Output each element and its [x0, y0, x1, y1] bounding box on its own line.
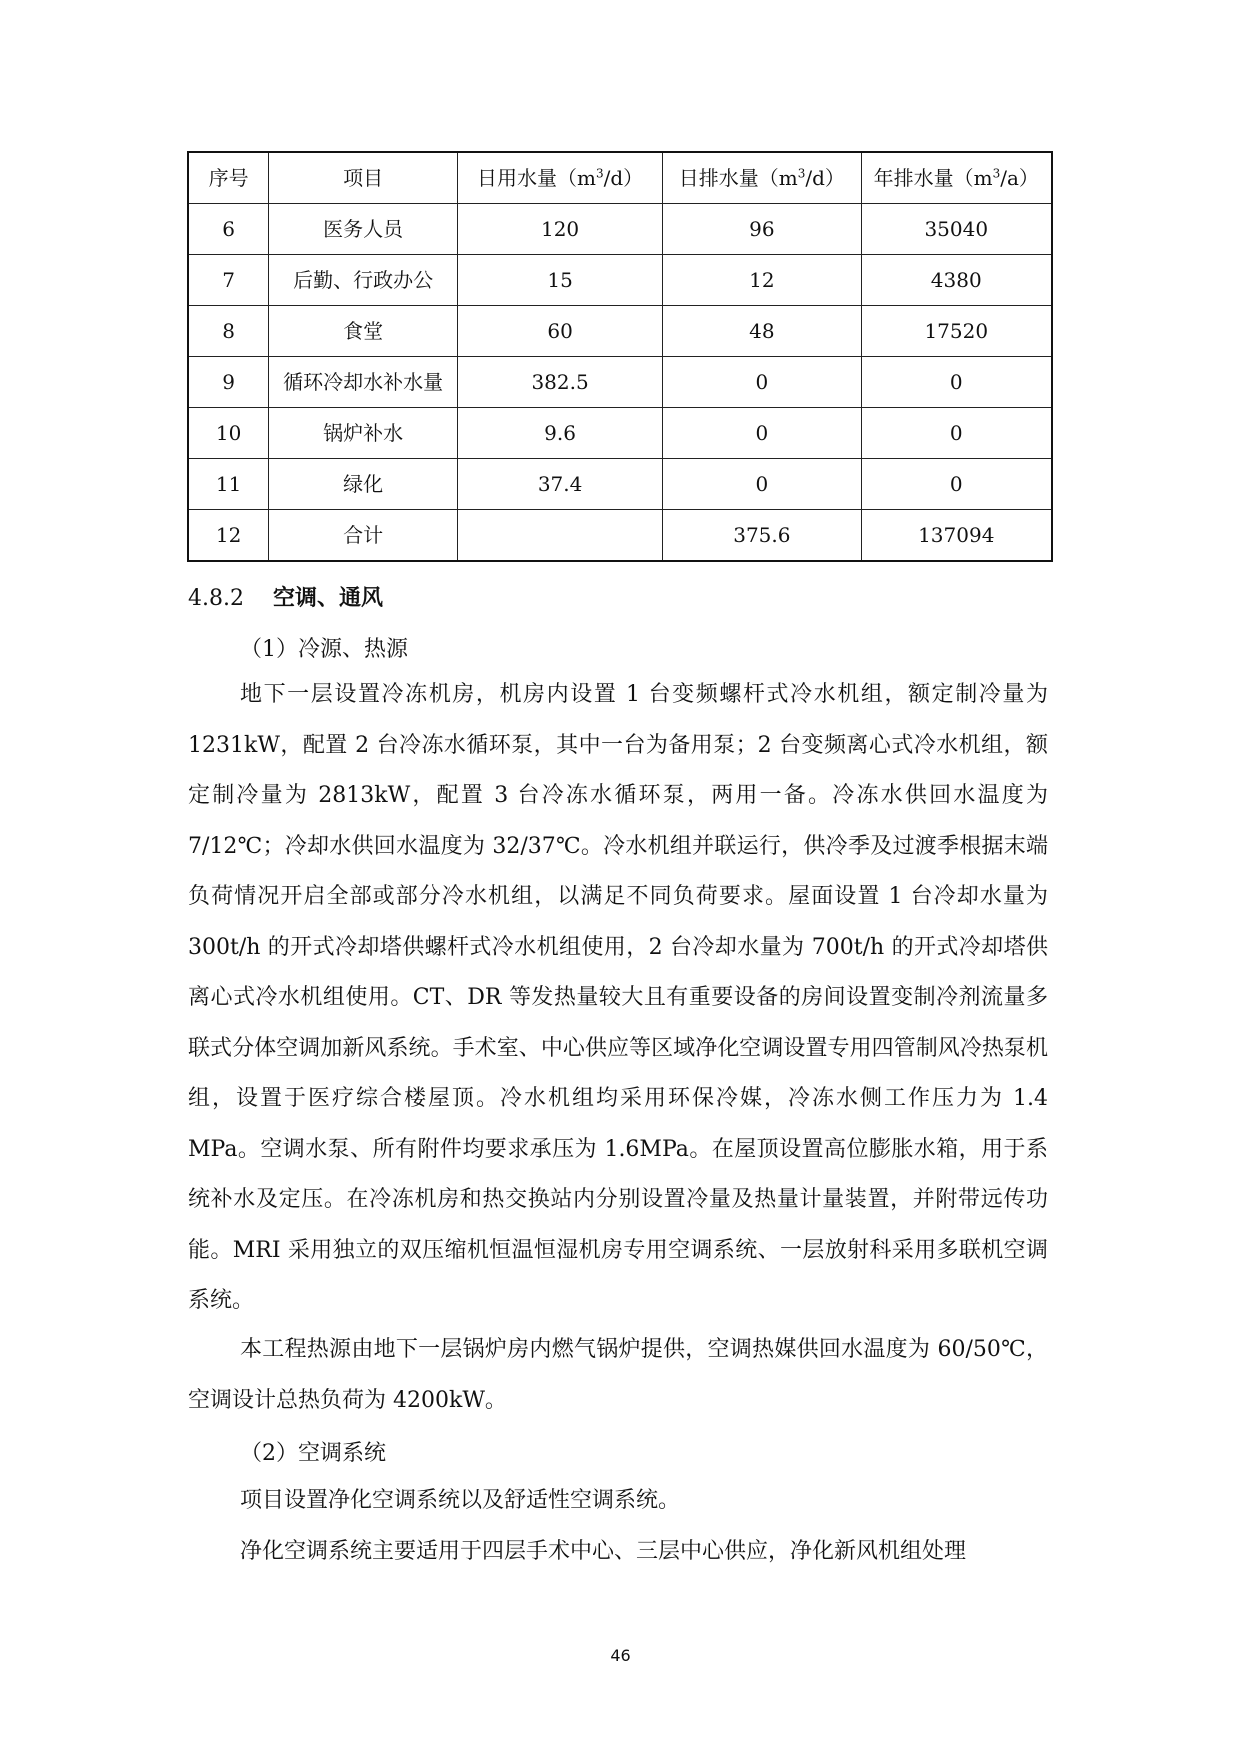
cell-daily-use: 382.5	[457, 357, 662, 408]
table-row	[188, 408, 1052, 459]
table-row	[188, 204, 1052, 255]
table-total-row	[188, 510, 1052, 562]
cell-item: 合计	[269, 510, 458, 562]
cell-seq: 9	[188, 357, 269, 408]
cell-annual-discharge: 35040	[861, 204, 1052, 255]
subheading-ac-system: （2）空调系统	[240, 1441, 386, 1466]
page-number: 46	[610, 1646, 631, 1665]
cell-daily-discharge: 96	[663, 204, 861, 255]
section-title: 空调、通风	[273, 586, 384, 611]
table-header-row	[188, 152, 1052, 204]
cell-seq: 7	[188, 255, 269, 306]
cell-daily-discharge: 48	[663, 306, 861, 357]
section-heading	[188, 581, 383, 612]
table-row	[188, 459, 1052, 510]
cell-item: 绿化	[269, 459, 458, 510]
cell-seq: 10	[188, 408, 269, 459]
paragraph-ac-overview: 项目设置净化空调系统以及舒适性空调系统。	[240, 1488, 681, 1513]
cell-daily-discharge: 12	[663, 255, 861, 306]
cell-annual-discharge: 0	[861, 459, 1052, 510]
header-daily-discharge: 日排水量$(m^3/d)$	[663, 152, 861, 204]
paragraph-clean-ac: 净化空调系统主要适用于四层手术中心、三层中心供应，净化新风机组处理	[240, 1539, 967, 1564]
section-number: 4.8.2	[188, 586, 244, 611]
cell-item: 后勤、行政办公	[269, 255, 458, 306]
cell-seq: 6	[188, 204, 269, 255]
cell-daily-use: 15	[457, 255, 662, 306]
cell-annual-discharge: 0	[861, 357, 1052, 408]
header-annual-discharge: 年排水量$(m^3/a)$	[861, 152, 1052, 204]
header-item: 项目	[269, 152, 458, 204]
cell-seq: 8	[188, 306, 269, 357]
cell-annual-discharge: 137094	[861, 510, 1052, 562]
table-row	[188, 357, 1052, 408]
header-seq: 序号	[188, 152, 269, 204]
cell-daily-use: 37.4	[457, 459, 662, 510]
paragraph-cooling-heating: 地下一层设置冷冻机房，机房内设置 1 台变频螺杆式冷水机组，额定制冷量为 1231kW，配置 2 台冷冻水循环泵，其中一台为备用泵；2 台变频离心式冷水机组，额定制冷量为 2813kW，配置 3 台冷冻水循环泵，两用一备。冷冻水供回水温度为 7/12℃；冷却水供回水温度为 32/37℃。冷水机组并联运行，供冷季及过渡季根据末端负荷情况开启全部或部分冷水机组，以满足不同负荷要求。屋面设置 1 台冷却水量为 300t/h 的开式冷却塔供螺杆式冷水机组使用，2 台冷却水量为 700t/h 的开式冷却塔供离心式冷水机组使用。CT、DR 等发热量较大且有重要设备的房间设置变制冷剂流量多联式分体空调加新风系统。手术室、中心供应等区域净化空调设置专用四管制风冷热泵机组，设置于医疗综合楼屋顶。冷水机组均采用环保冷媒，冷冻水侧工作压力为 1.4 MPa。空调水泵、所有附件均要求承压为 1.6MPa。在屋顶设置高位膨胀水箱，用于系统补水及定压。在冷冻机房和热交换站内分别设置冷量及热量计量装置，并附带远传功能。MRI 采用独立的双压缩机恒温恒湿机房专用空调系统、一层放射科采用多联机空调系统。	[188, 682, 1048, 1313]
cell-item: 循环冷却水补水量	[269, 357, 458, 408]
cell-annual-discharge: 0	[861, 408, 1052, 459]
cell-seq: 12	[188, 510, 269, 562]
water-usage-table	[187, 151, 1053, 562]
cell-daily-use: 9.6	[457, 408, 662, 459]
cell-item: 锅炉补水	[269, 408, 458, 459]
cell-annual-discharge: 17520	[861, 306, 1052, 357]
cell-daily-use: 60	[457, 306, 662, 357]
cell-daily-discharge: 375.6	[663, 510, 861, 562]
cell-daily-discharge: 0	[663, 357, 861, 408]
cell-daily-use	[457, 510, 662, 562]
header-daily-use: 日用水量$(m^3/d)$	[457, 152, 662, 204]
cell-item: 医务人员	[269, 204, 458, 255]
subheading-cooling-heating-source: （1）冷源、热源	[240, 637, 408, 662]
paragraph-heat-source: 本工程热源由地下一层锅炉房内燃气锅炉提供，空调热媒供回水温度为 60/50℃，空调设计总热负荷为 4200kW。	[188, 1337, 1048, 1413]
cell-daily-discharge: 0	[663, 408, 861, 459]
table-row	[188, 255, 1052, 306]
cell-daily-discharge: 0	[663, 459, 861, 510]
cell-annual-discharge: 4380	[861, 255, 1052, 306]
cell-seq: 11	[188, 459, 269, 510]
cell-item: 食堂	[269, 306, 458, 357]
cell-daily-use: 120	[457, 204, 662, 255]
table-row	[188, 306, 1052, 357]
